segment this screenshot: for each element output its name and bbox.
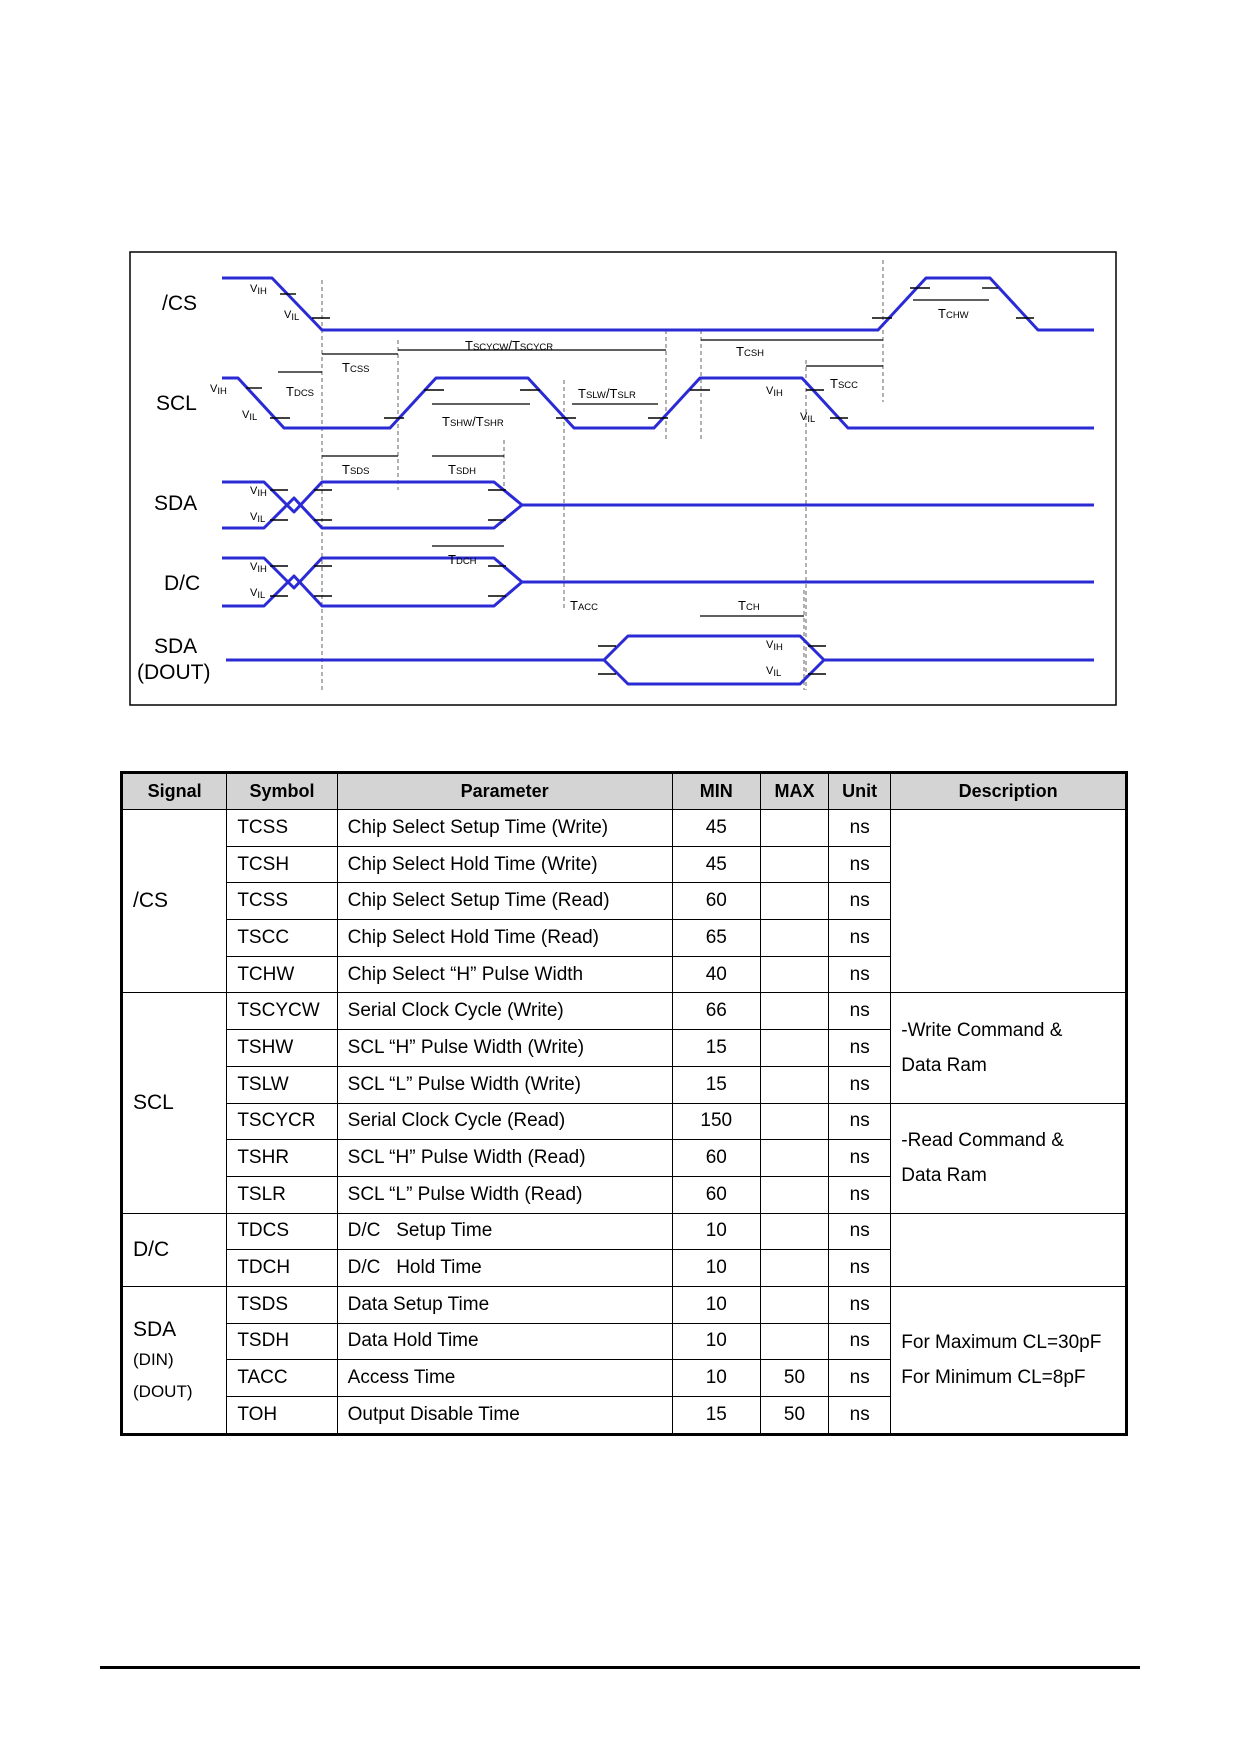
signal-label-dout: (DOUT): [137, 661, 211, 684]
min-cell: 45: [672, 846, 760, 883]
symbol-cell: TSCC: [227, 920, 337, 957]
min-cell: 10: [672, 1250, 760, 1287]
table-row: [122, 993, 1127, 1030]
parameter-cell: Chip Select “H” Pulse Width: [337, 956, 672, 993]
parameter-cell: D/C Setup Time: [337, 1213, 672, 1250]
symbol-cell: TDCS: [227, 1213, 337, 1250]
max-cell: [760, 1140, 828, 1177]
min-cell: 15: [672, 1066, 760, 1103]
parameter-cell: SCL “L” Pulse Width (Write): [337, 1066, 672, 1103]
description-cell: [891, 810, 1127, 993]
max-cell: [760, 1030, 828, 1067]
column-header-symbol: Symbol: [227, 773, 337, 810]
signal-label-sda: SDA: [154, 492, 198, 515]
column-header-description: Description: [891, 773, 1127, 810]
symbol-cell: TSDS: [227, 1286, 337, 1323]
column-header-max: MAX: [760, 773, 828, 810]
symbol-cell: TCSH: [227, 846, 337, 883]
unit-cell: ns: [829, 1030, 891, 1067]
description-line: For Minimum CL=8pF: [901, 1366, 1086, 1388]
max-cell: 50: [760, 1397, 828, 1435]
parameter-cell: Chip Select Hold Time (Read): [337, 920, 672, 957]
max-cell: [760, 1286, 828, 1323]
parameter-cell: SCL “H” Pulse Width (Read): [337, 1140, 672, 1177]
timing-label-tdcs: TDCS: [286, 384, 315, 399]
symbol-cell: TDCH: [227, 1250, 337, 1287]
vil-label: VIL: [242, 409, 258, 423]
max-cell: [760, 1250, 828, 1287]
min-cell: 15: [672, 1397, 760, 1435]
signal-label-scl: SCL: [156, 392, 197, 415]
unit-cell: ns: [829, 1250, 891, 1287]
unit-cell: ns: [829, 883, 891, 920]
vih-label: VIH: [766, 385, 783, 399]
vil-label: VIL: [250, 511, 266, 525]
symbol-cell: TSLW: [227, 1066, 337, 1103]
unit-cell: ns: [829, 956, 891, 993]
symbol-cell: TACC: [227, 1360, 337, 1397]
description-line: For Maximum CL=30pF: [901, 1331, 1102, 1353]
timing-label-tscyc: TSCYCW/TSCYCR: [465, 338, 554, 353]
min-cell: 10: [672, 1213, 760, 1250]
parameter-cell: Access Time: [337, 1360, 672, 1397]
min-cell: 60: [672, 883, 760, 920]
signal-cell-cs: /CS: [122, 810, 227, 993]
min-cell: 15: [672, 1030, 760, 1067]
min-cell: 10: [672, 1360, 760, 1397]
description-line: -Write Command &: [901, 1019, 1063, 1041]
min-cell: 10: [672, 1323, 760, 1360]
column-header-signal: Signal: [122, 773, 227, 810]
min-cell: 10: [672, 1286, 760, 1323]
unit-cell: ns: [829, 810, 891, 847]
symbol-cell: TSLR: [227, 1176, 337, 1213]
timing-diagram: [0, 0, 1240, 760]
symbol-cell: TSCYCR: [227, 1103, 337, 1140]
unit-cell: ns: [829, 1397, 891, 1435]
max-cell: [760, 1176, 828, 1213]
unit-cell: ns: [829, 1323, 891, 1360]
parameter-cell: Chip Select Setup Time (Write): [337, 810, 672, 847]
signal-label-dc: D/C: [164, 572, 201, 595]
max-cell: [760, 1103, 828, 1140]
description-line: Data Ram: [901, 1054, 987, 1076]
table-row: [122, 810, 1127, 847]
min-cell: 60: [672, 1140, 760, 1177]
unit-cell: ns: [829, 920, 891, 957]
parameter-cell: Serial Clock Cycle (Read): [337, 1103, 672, 1140]
parameter-cell: Output Disable Time: [337, 1397, 672, 1435]
description-line: Data Ram: [901, 1165, 987, 1187]
vil-label: VIL: [284, 309, 300, 323]
unit-cell: ns: [829, 1360, 891, 1397]
max-cell: 50: [760, 1360, 828, 1397]
signal-cell-sda: [122, 1286, 227, 1434]
vil-label: VIL: [766, 665, 782, 679]
vih-label: VIH: [250, 485, 267, 499]
vih-label: VIH: [210, 383, 227, 397]
signal-label-cs: /CS: [162, 292, 198, 315]
unit-cell: ns: [829, 1140, 891, 1177]
parameter-cell: Serial Clock Cycle (Write): [337, 993, 672, 1030]
vih-label: VIH: [250, 283, 267, 297]
max-cell: [760, 1066, 828, 1103]
description-cell-write: [891, 993, 1127, 1103]
vih-label: VIH: [250, 561, 267, 575]
unit-cell: ns: [829, 1286, 891, 1323]
timing-label-tsdh: TSDH: [448, 462, 477, 477]
unit-cell: ns: [829, 1103, 891, 1140]
symbol-cell: TSDH: [227, 1323, 337, 1360]
timing-label-tscc: TSCC: [830, 376, 859, 391]
unit-cell: ns: [829, 1213, 891, 1250]
timing-label-tslw: TSLW/TSLR: [578, 386, 636, 401]
min-cell: 60: [672, 1176, 760, 1213]
unit-cell: ns: [829, 993, 891, 1030]
min-cell: 65: [672, 920, 760, 957]
max-cell: [760, 920, 828, 957]
parameter-cell: SCL “H” Pulse Width (Write): [337, 1030, 672, 1067]
timing-table: [120, 771, 1128, 1436]
max-cell: [760, 1213, 828, 1250]
table-row: [122, 1213, 1127, 1250]
timing-label-tch: TCH: [738, 598, 760, 613]
timing-label-tdch: TDCH: [448, 552, 477, 567]
signal-label-sda-out: SDA: [154, 635, 198, 658]
signal-subname-din: (DIN): [133, 1349, 174, 1369]
description-cell: [891, 1213, 1127, 1286]
vil-label: VIL: [250, 587, 266, 601]
unit-cell: ns: [829, 846, 891, 883]
timing-label-tchw: TCHW: [938, 306, 969, 321]
description-line: -Read Command &: [901, 1130, 1064, 1152]
max-cell: [760, 956, 828, 993]
min-cell: 45: [672, 810, 760, 847]
table-row: [122, 1103, 1127, 1140]
column-header-unit: Unit: [829, 773, 891, 810]
parameter-cell: Chip Select Setup Time (Read): [337, 883, 672, 920]
min-cell: 66: [672, 993, 760, 1030]
parameter-cell: Data Hold Time: [337, 1323, 672, 1360]
symbol-cell: TCSS: [227, 883, 337, 920]
table-row: [122, 1286, 1127, 1323]
symbol-cell: TOH: [227, 1397, 337, 1435]
min-cell: 150: [672, 1103, 760, 1140]
timing-label-tacc: TACC: [570, 598, 599, 613]
max-cell: [760, 846, 828, 883]
symbol-cell: TSHW: [227, 1030, 337, 1067]
max-cell: [760, 1323, 828, 1360]
timing-label-tcsh: TCSH: [736, 344, 765, 359]
description-cell-sda: [891, 1286, 1127, 1434]
max-cell: [760, 810, 828, 847]
parameter-cell: D/C Hold Time: [337, 1250, 672, 1287]
max-cell: [760, 993, 828, 1030]
symbol-cell: TCHW: [227, 956, 337, 993]
parameter-cell: Chip Select Hold Time (Write): [337, 846, 672, 883]
description-cell-read: [891, 1103, 1127, 1213]
unit-cell: ns: [829, 1066, 891, 1103]
symbol-cell: TSCYCW: [227, 993, 337, 1030]
footer-rule: [100, 1666, 1140, 1669]
column-header-min: MIN: [672, 773, 760, 810]
parameter-cell: SCL “L” Pulse Width (Read): [337, 1176, 672, 1213]
vih-label: VIH: [766, 639, 783, 653]
column-header-parameter: Parameter: [337, 773, 672, 810]
timing-label-tcss: TCSS: [342, 360, 370, 375]
table-header-row: [122, 773, 1127, 810]
vil-label: VIL: [800, 411, 816, 425]
signal-name: SDA: [133, 1317, 177, 1341]
signal-cell-dc: D/C: [122, 1213, 227, 1286]
symbol-cell: TCSS: [227, 810, 337, 847]
timing-label-tsds: TSDS: [342, 462, 370, 477]
max-cell: [760, 883, 828, 920]
unit-cell: ns: [829, 1176, 891, 1213]
signal-cell-scl: SCL: [122, 993, 227, 1213]
timing-label-tshw: TSHW/TSHR: [442, 414, 504, 429]
parameter-cell: Data Setup Time: [337, 1286, 672, 1323]
min-cell: 40: [672, 956, 760, 993]
signal-subname-dout: (DOUT): [133, 1381, 193, 1401]
symbol-cell: TSHR: [227, 1140, 337, 1177]
